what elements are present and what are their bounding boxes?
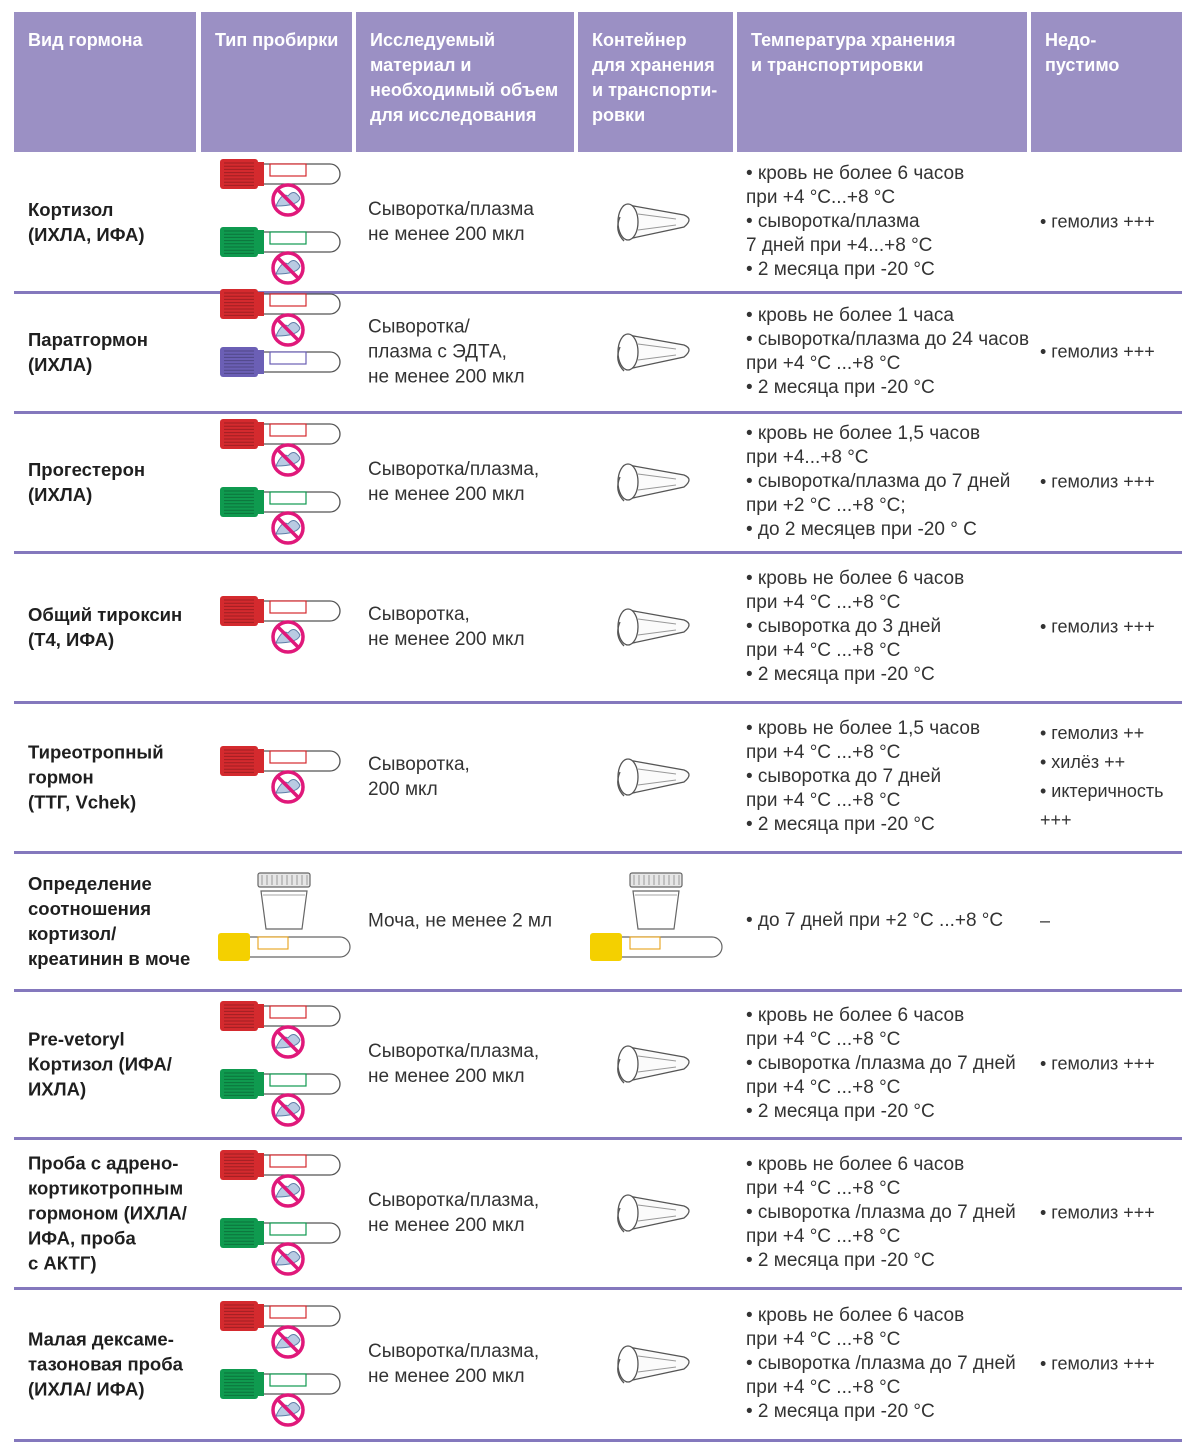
temperature-line: • до 7 дней при +2 °С ...+8 °С [746, 910, 1004, 931]
unacceptable-line: • гемолиз +++ [1040, 1202, 1155, 1223]
row-divider [14, 1439, 1182, 1442]
unacceptable-line: • гемолиз +++ [1040, 1053, 1155, 1074]
hormone-name: Паратгормон (ИХЛА) [28, 329, 148, 375]
eppendorf-tube-icon [610, 602, 700, 657]
temperature-line: • сыворотка /плазма до 7 дней [746, 1053, 1016, 1074]
temperature-line: при +4 °С ...+8 °С [746, 592, 901, 613]
urine-container-icon [590, 871, 725, 976]
tube-type [218, 1000, 343, 1130]
temperature-line: • сыворотка /плазма до 7 дней [746, 1353, 1016, 1374]
temperature-line: • сыворотка /плазма до 7 дней [746, 1202, 1016, 1223]
temperature-text [746, 1153, 1016, 1273]
table-row [14, 990, 1182, 1138]
material-text: Сыворотка/плазма не менее 200 мкл [368, 199, 534, 245]
unacceptable-text [1040, 907, 1050, 936]
unacceptable-text [1040, 208, 1155, 237]
urine-container-icon [218, 871, 353, 971]
temperature-line: • кровь не более 6 часов [746, 568, 965, 589]
tube-type [218, 418, 343, 548]
header-container: Контейнер для хранения и транспорти- ровки [578, 12, 733, 152]
unacceptable-text [1040, 1350, 1155, 1379]
temperature-line: • 2 месяца при -20 °С [746, 1101, 935, 1122]
temperature-line: • до 2 месяцев при -20 ° С [746, 519, 977, 540]
tube-type [218, 595, 343, 662]
temperature-line: • 2 месяца при -20 °С [746, 1401, 935, 1422]
temperature-text [746, 909, 1003, 933]
red-tube-icon [218, 595, 343, 657]
temperature-line: • 2 месяца при -20 °С [746, 664, 935, 685]
material-text: Сыворотка/ плазма с ЭДТА, не менее 200 мкл [368, 316, 525, 388]
unacceptable-line: • гемолиз +++ [1040, 341, 1155, 362]
temperature-line: при +4 °С ...+8 °С [746, 1329, 901, 1350]
table-header [14, 12, 1182, 152]
material-text: Сыворотка, не менее 200 мкл [368, 604, 525, 650]
material-text: Сыворотка/плазма, не менее 200 мкл [368, 1341, 540, 1387]
red-tube-icon [218, 288, 343, 350]
temperature-line: • сыворотка/плазма до 7 дней [746, 471, 1011, 492]
table-row [14, 292, 1182, 412]
temperature-line: при +4 °С ...+8 °С [746, 1377, 901, 1398]
unacceptable-text [1040, 1050, 1155, 1079]
header-tube-type: Тип пробирки [201, 12, 352, 152]
tube-type [218, 1300, 343, 1430]
tube-type [218, 871, 353, 976]
table-row [14, 152, 1182, 292]
unacceptable-line: • иктеричность [1040, 781, 1164, 801]
temperature-line: • кровь не более 1,5 часов [746, 718, 981, 739]
red-tube-icon [218, 1149, 343, 1211]
table-row [14, 1288, 1182, 1440]
temperature-line: при +4 °С ...+8 °С [746, 790, 901, 811]
temperature-line: при +4 °С ...+8 °С [746, 1029, 901, 1050]
purple-tube-icon [218, 346, 343, 408]
temperature-line: • сыворотка до 7 дней [746, 766, 942, 787]
temperature-text [746, 1304, 1016, 1424]
table-row [14, 552, 1182, 702]
temperature-line: при +4 °С...+8 °С [746, 187, 896, 208]
header-material: Исследуемый материал и необходимый объем для исследования [356, 12, 574, 152]
tube-type [218, 1149, 343, 1279]
hormone-name: Проба с адрено- кортикотропным гормоном (ИХЛА/ ИФА, проба с АКТГ) [28, 1152, 187, 1274]
temperature-line: • кровь не более 1,5 часов [746, 423, 981, 444]
temperature-line: при +2 °С ...+8 °С; [746, 495, 906, 516]
temperature-text [746, 422, 1010, 542]
table-row [14, 1138, 1182, 1288]
unacceptable-line: • хилёз ++ [1040, 752, 1126, 772]
green-tube-icon [218, 1217, 343, 1279]
hormone-name: Тиреотропный гормон (ТТГ, Vchek) [28, 741, 164, 813]
table-row [14, 852, 1182, 990]
temperature-line: при +4 °С ...+8 °С [746, 1226, 901, 1247]
temperature-line: • 2 месяца при -20 °С [746, 1250, 935, 1271]
temperature-text [746, 567, 964, 687]
temperature-line: • кровь не более 6 часов [746, 1005, 965, 1026]
material-text: Сыворотка/плазма, не менее 200 мкл [368, 1041, 540, 1087]
material-text: Сыворотка/плазма, не менее 200 мкл [368, 1190, 540, 1236]
unacceptable-line: • гемолиз +++ [1040, 616, 1155, 637]
temperature-line: при +4 °С ...+8 °С [746, 742, 901, 763]
temperature-line: • 2 месяца при -20 °С [746, 814, 935, 835]
eppendorf-tube-icon [610, 197, 700, 252]
hormone-name: Прогестерон (ИХЛА) [28, 459, 146, 505]
temperature-line: • кровь не более 6 часов [746, 163, 965, 184]
green-tube-icon [218, 1368, 343, 1430]
tube-type [218, 158, 343, 288]
unacceptable-line: • гемолиз +++ [1040, 471, 1155, 492]
temperature-line: при +4 °С ...+8 °С [746, 1077, 901, 1098]
material-text: Моча, не менее 2 мл [368, 910, 553, 932]
temperature-text [746, 717, 980, 837]
unacceptable-text [1040, 468, 1155, 497]
temperature-line: • сыворотка/плазма до 24 часов [746, 329, 1030, 350]
unacceptable-line: +++ [1040, 810, 1072, 830]
temperature-line: при +4...+8 °С [746, 447, 869, 468]
unacceptable-line: • гемолиз +++ [1040, 211, 1155, 232]
hormone-name: Определение соотношения кортизол/ креатинин в моче [28, 873, 191, 969]
temperature-line: • сыворотка/плазма [746, 211, 920, 232]
header-unacceptable: Недо- пустимо [1031, 12, 1182, 152]
red-tube-icon [218, 745, 343, 807]
tube-type [218, 288, 343, 408]
eppendorf-tube-icon [610, 327, 700, 382]
green-tube-icon [218, 486, 343, 548]
eppendorf-tube-icon [610, 1188, 700, 1243]
table-row [14, 702, 1182, 852]
eppendorf-tube-icon [610, 752, 700, 807]
temperature-line: • 2 месяца при -20 °С [746, 259, 935, 280]
unacceptable-line: • гемолиз +++ [1040, 1353, 1155, 1374]
hormone-name: Pre-vetoryl Кортизол (ИФА/ ИХЛА) [28, 1028, 172, 1100]
unacceptable-line: • гемолиз ++ [1040, 723, 1145, 743]
temperature-line: при +4 °С ...+8 °С [746, 640, 901, 661]
temperature-text [746, 162, 964, 282]
temperature-line: • кровь не более 1 часа [746, 305, 954, 326]
material-text: Сыворотка/плазма, не менее 200 мкл [368, 459, 540, 505]
temperature-text [746, 1004, 1016, 1124]
unacceptable-text [1040, 613, 1155, 642]
material-text: Сыворотка, 200 мкл [368, 754, 470, 800]
temperature-text [746, 304, 1029, 400]
unacceptable-line: – [1040, 910, 1051, 931]
red-tube-icon [218, 1300, 343, 1362]
unacceptable-text [1040, 719, 1164, 835]
temperature-line: • сыворотка до 3 дней [746, 616, 942, 637]
tube-type [218, 745, 343, 812]
hormone-name: Общий тироксин (Т4, ИФА) [28, 604, 183, 650]
unacceptable-text [1040, 338, 1155, 367]
green-tube-icon [218, 226, 343, 288]
temperature-line: • 2 месяца при -20 °С [746, 377, 935, 398]
green-tube-icon [218, 1068, 343, 1130]
temperature-line: • кровь не более 6 часов [746, 1154, 965, 1175]
temperature-line: • кровь не более 6 часов [746, 1305, 965, 1326]
eppendorf-tube-icon [610, 1039, 700, 1094]
temperature-line: при +4 °С ...+8 °С [746, 353, 901, 374]
temperature-line: 7 дней при +4...+8 °С [746, 235, 933, 256]
header-temperature: Температура хранения и транспортировки [737, 12, 1027, 152]
temperature-line: при +4 °С ...+8 °С [746, 1178, 901, 1199]
unacceptable-text [1040, 1199, 1155, 1228]
hormone-name: Малая дексаме- тазоновая проба (ИХЛА/ ИФА) [28, 1328, 183, 1400]
red-tube-icon [218, 1000, 343, 1062]
red-tube-icon [218, 158, 343, 220]
eppendorf-tube-icon [610, 1339, 700, 1394]
header-hormone: Вид гормона [14, 12, 196, 152]
eppendorf-tube-icon [610, 457, 700, 512]
hormone-name: Кортизол (ИХЛА, ИФА) [28, 199, 145, 245]
table-row [14, 412, 1182, 552]
red-tube-icon [218, 418, 343, 480]
